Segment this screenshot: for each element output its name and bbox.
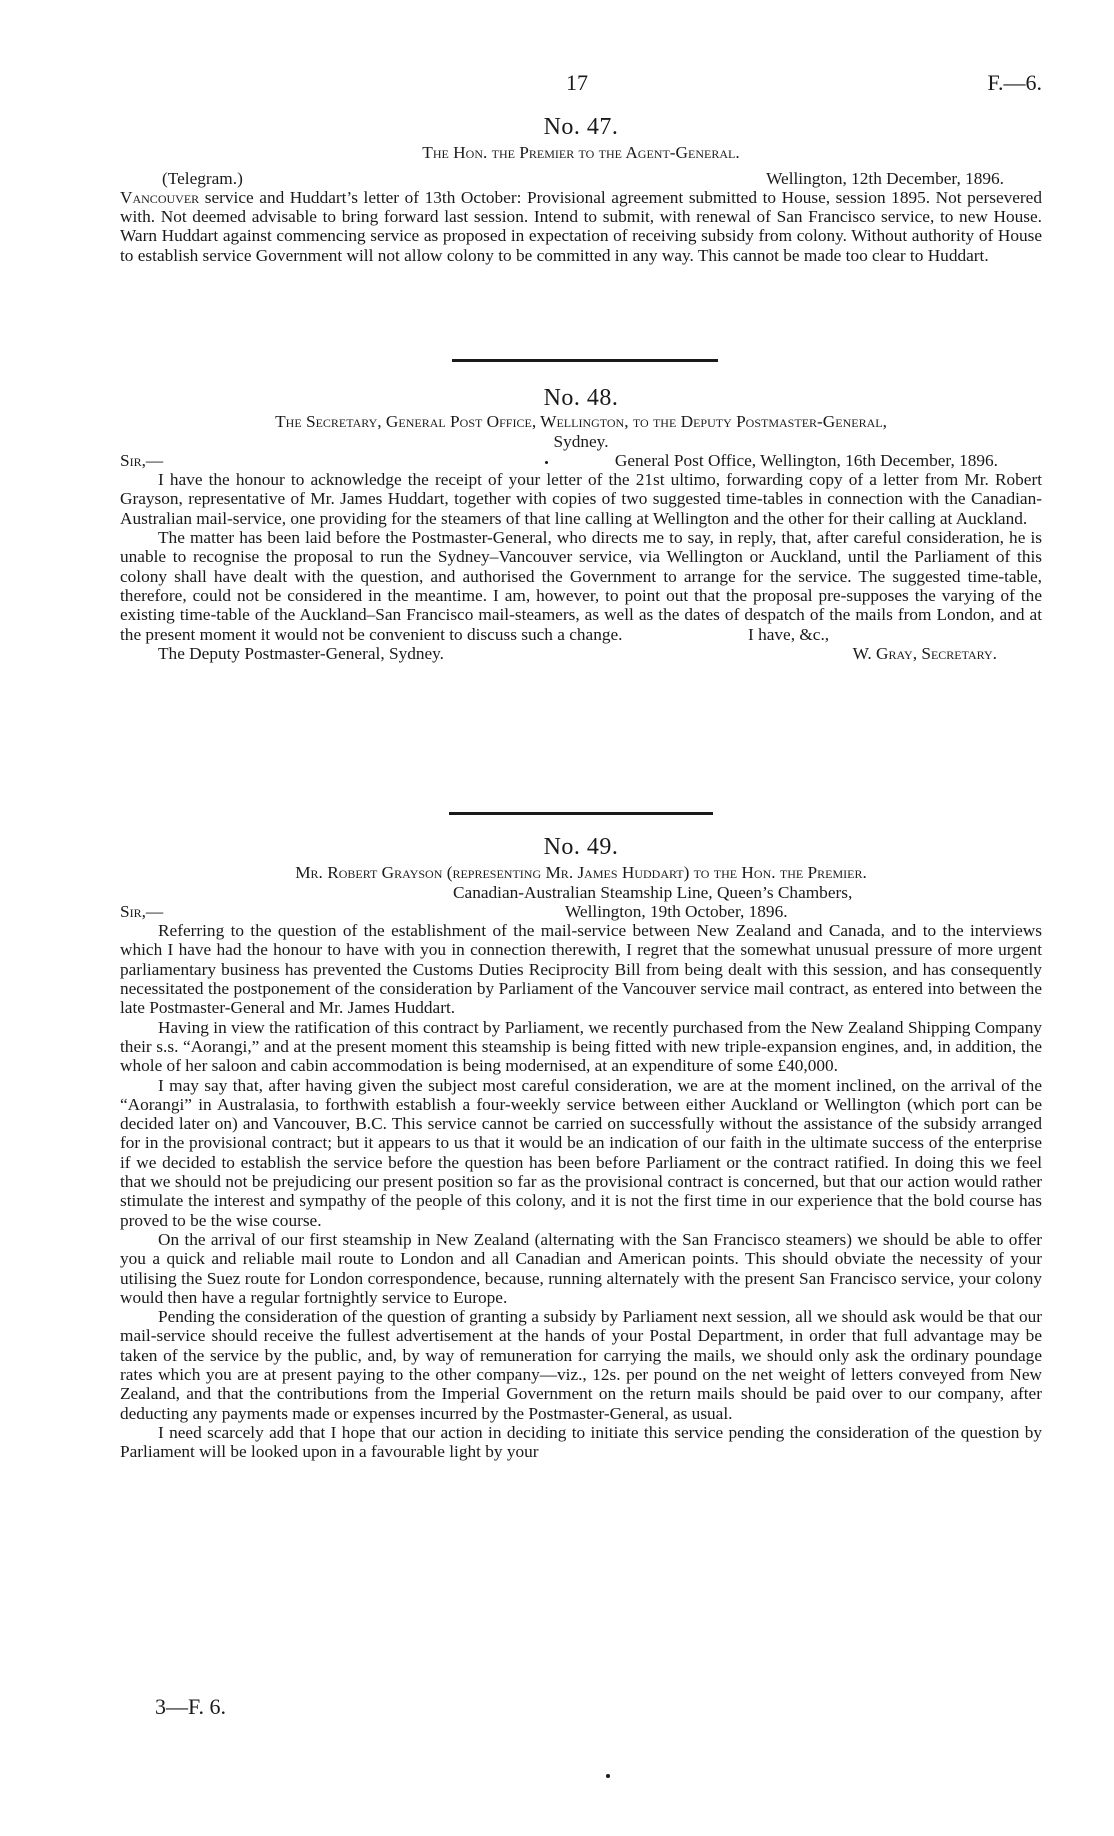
section-no-47 xyxy=(120,114,1042,265)
closing: I have, &c., xyxy=(748,624,830,644)
paper-reference: F.—6. xyxy=(987,70,1042,95)
section-no-49 xyxy=(120,834,1042,1462)
page-number: 17 xyxy=(566,70,588,95)
paragraph: On the arrival of our first steamship in New Zealand (alternating with the San Francisco steamers) we should be able to offer you a quick and reliable mail route to London and all Canadian and American points. This should obviate the necessity of your utilising the Suez route for London correspondence, because, running alternately with the present San Francisco service, your colony would then have a regular fortnightly service to Europe. xyxy=(120,1229,1042,1307)
address-line: Canadian-Australian Steamship Line, Queen’s Chambers, xyxy=(453,882,853,902)
place-date: Wellington, 12th December, 1896. xyxy=(766,168,1004,188)
section-divider xyxy=(452,359,718,362)
address-line: Wellington, 19th October, 1896. xyxy=(565,901,788,921)
section-heading: Mr. Robert Grayson (representing Mr. James Huddart) to the Hon. the Premier. xyxy=(295,863,867,883)
page-header xyxy=(0,70,1114,100)
paragraph: The matter has been laid before the Postmaster-General, who directs me to say, in reply, that, after careful consideration, he is unable to recognise the proposal to run the Sydney–Vancouver service, via Wellington or Auckland, until the Parliament of this colony shall have dealt with the question, and authorised the Government to arrange for the service. The suggested time-table, therefore, could not be considered in the meantime. I am, however, to point out that the proposal pre-supposes the varying of the existing time-table of the Auckland–San Francisco mail-steamers, as well as the dates of despatch of the mails from London, and at the present moment it would not be convenient to discuss such a change. xyxy=(120,528,1042,644)
place-date: General Post Office, Wellington, 16th December, 1896. xyxy=(614,450,998,470)
section-heading-cont: Sydney. xyxy=(553,431,609,451)
salutation: Sir,— xyxy=(120,450,164,470)
lead-word: Vancouver xyxy=(120,187,200,207)
signature: W. Gray, Secretary. xyxy=(852,643,997,663)
paragraph: I need scarcely add that I hope that our action in deciding to initiate this service pending the consideration of the question by Parliament will be looked upon in a favourable light by your xyxy=(120,1422,1042,1462)
paragraph: I may say that, after having given the subject most careful consideration, we are at the moment inclined, on the arrival of the “Aorangi” in Australasia, to forthwith establish a four-weekly service between either Auckland or Wellington (which port can be decided later on) and Vancouver, B.C. This service cannot be carried on successfully without the assistance of the subsidy arranged for in the provisional contract; but it appears to us that it would be an indication of our faith in the ultimate success of the enterprise if we decided to establish the service before the question has been before Parliament or the contract ratified. In doing this we feel that we should not be prejudicing our present position so far as the provisional contract is concerned, but that our action would rather stimulate the interest and sympathy of the people of this colony, and it is not the first time in our experience that the bold course has proved to be the wise course. xyxy=(120,1075,1042,1230)
section-number: No. 48. xyxy=(543,385,619,411)
addressee: The Deputy Postmaster-General, Sydney. xyxy=(158,643,445,663)
paragraph: I have the honour to acknowledge the receipt of your letter of the 21st ultimo, forwarding copy of a letter from Mr. Robert Grayson, representative of Mr. James Huddart, together with copies of two suggested time-tables in connection with the Canadian-Australian mail-service, one providing for the steamers of that line calling at Wellington and the other for their calling at Auckland. xyxy=(120,470,1042,528)
salutation: Sir,— xyxy=(120,901,164,921)
signature-mark: 3—F. 6. xyxy=(155,1694,226,1719)
section-heading: The Hon. the Premier to the Agent-General. xyxy=(422,143,740,163)
paragraph: Having in view the ratification of this contract by Parliament, we recently purchased from the New Zealand Shipping Company their s.s. “Aorangi,” and at the present moment this steamship is being fitted with new triple-expansion engines, and, in addition, the whole of her saloon and cabin accommodation is being modernised, at an expenditure of some £40,000. xyxy=(120,1017,1042,1076)
stray-mark xyxy=(545,461,548,464)
section-divider xyxy=(449,812,713,815)
section-heading: The Secretary, General Post Office, Wellington, to the Deputy Postmaster-General, xyxy=(275,412,887,432)
body-text: service and Huddart’s letter of 13th October: Provisional agreement submitted to House, session 1895. Not persevered with. Not deemed advisable to bring forward last session. Intend to submit, with renewal of San Francisco service, to new House. Warn Huddart against commencing service as proposed in expectation of receiving subsidy from colony. Without authority of House to establish service Government will not allow colony to be committed in any way. This cannot be made too clear to Huddart. xyxy=(120,187,1042,265)
paragraph: Referring to the question of the establishment of the mail-service between New Zealand and Canada, and to the interviews which I have had the honour to have with you in connection therewith, I regret that the somewhat unusual pressure of more urgent parliamentary business has prevented the Customs Duties Reciprocity Bill from being dealt with this session, and has consequently necessitated the postponement of the consideration by Parliament of the Vancouver service mail contract, as entered into between the late Postmaster-General and Mr. James Huddart. xyxy=(120,921,1042,1018)
section-no-48 xyxy=(120,385,1042,663)
paragraph: Pending the consideration of the question of granting a subsidy by Parliament next session, all we should ask would be that our mail-service should receive the fullest advertisement at the hands of your Postal Department, in order that full advantage may be taken of the service by the public, and, by way of remuneration for carrying the mails, we should only ask the ordinary poundage rates which you are at present paying to the other company—viz., 12s. per pound on the net weight of letters conveyed from New Zealand, and that the contributions from the Imperial Government on the return mails should be paid over to our company, after deducting any payments made or expenses incurred by the Postmaster-General, as usual. xyxy=(120,1307,1042,1423)
section-number: No. 47. xyxy=(543,114,619,140)
telegram-body xyxy=(120,188,1042,265)
section-number: No. 49. xyxy=(543,834,619,860)
telegram-label: (Telegram.) xyxy=(162,168,243,188)
stray-mark xyxy=(606,1774,610,1778)
